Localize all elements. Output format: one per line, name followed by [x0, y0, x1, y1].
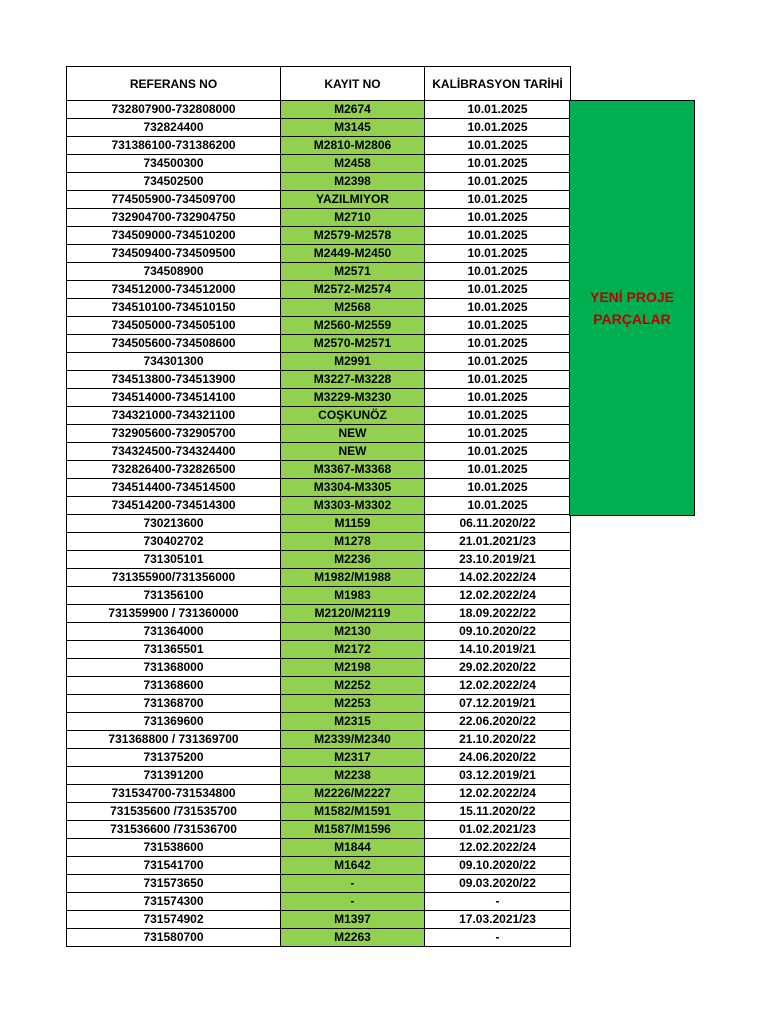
cell-kalibrasyon-tarihi: 10.01.2025: [425, 281, 571, 299]
cell-kayit-no: NEW: [281, 425, 425, 443]
cell-kayit-no: M2810-M2806: [281, 137, 425, 155]
table-row: [67, 155, 571, 173]
header-row: [67, 67, 571, 101]
cell-kayit-no: M1983: [281, 587, 425, 605]
cell-kalibrasyon-tarihi: 10.01.2025: [425, 335, 571, 353]
cell-kalibrasyon-tarihi: 21.10.2020/22: [425, 731, 571, 749]
header-kalibrasyon-tarihi: KALİBRASYON TARİHİ: [425, 67, 571, 101]
cell-referans-no: 734514000-734514100: [67, 389, 281, 407]
cell-kayit-no: M1844: [281, 839, 425, 857]
cell-referans-no: 734514400-734514500: [67, 479, 281, 497]
table-row: [67, 677, 571, 695]
table-row: [67, 407, 571, 425]
table-row: [67, 605, 571, 623]
table-row: [67, 173, 571, 191]
table-row: [67, 929, 571, 947]
cell-kalibrasyon-tarihi: 10.01.2025: [425, 101, 571, 119]
cell-referans-no: 731391200: [67, 767, 281, 785]
cell-referans-no: 734505600-734508600: [67, 335, 281, 353]
table-row: [67, 623, 571, 641]
cell-referans-no: 734301300: [67, 353, 281, 371]
cell-kalibrasyon-tarihi: 10.01.2025: [425, 317, 571, 335]
cell-kayit-no: M1587/M1596: [281, 821, 425, 839]
cell-kayit-no: M2253: [281, 695, 425, 713]
table-body: [67, 101, 571, 947]
cell-kalibrasyon-tarihi: 12.02.2022/24: [425, 677, 571, 695]
cell-kayit-no: M2579-M2578: [281, 227, 425, 245]
table-row: [67, 767, 571, 785]
cell-referans-no: 731538600: [67, 839, 281, 857]
table-row: [67, 119, 571, 137]
cell-referans-no: 731368000: [67, 659, 281, 677]
table-row: [67, 533, 571, 551]
cell-kayit-no: M2315: [281, 713, 425, 731]
cell-referans-no: 734509400-734509500: [67, 245, 281, 263]
cell-kalibrasyon-tarihi: 12.02.2022/24: [425, 839, 571, 857]
cell-referans-no: 731574902: [67, 911, 281, 929]
table-row: [67, 749, 571, 767]
cell-kalibrasyon-tarihi: 10.01.2025: [425, 263, 571, 281]
cell-kalibrasyon-tarihi: 10.01.2025: [425, 173, 571, 191]
table-row: [67, 281, 571, 299]
cell-kalibrasyon-tarihi: 14.10.2019/21: [425, 641, 571, 659]
table-row: [67, 263, 571, 281]
cell-referans-no: 731535600 /731535700: [67, 803, 281, 821]
table-row: [67, 659, 571, 677]
cell-referans-no: 731305101: [67, 551, 281, 569]
table-row: [67, 335, 571, 353]
cell-referans-no: 731368700: [67, 695, 281, 713]
table-row: [67, 209, 571, 227]
cell-referans-no: 732824400: [67, 119, 281, 137]
cell-kalibrasyon-tarihi: 24.06.2020/22: [425, 749, 571, 767]
table-row: [67, 731, 571, 749]
cell-referans-no: 730213600: [67, 515, 281, 533]
table-row: [67, 389, 571, 407]
cell-referans-no: 731573650: [67, 875, 281, 893]
cell-kalibrasyon-tarihi: 10.01.2025: [425, 137, 571, 155]
table-row: [67, 497, 571, 515]
side-panel-line-1: YENİ PROJE: [589, 289, 675, 305]
cell-kayit-no: M2568: [281, 299, 425, 317]
cell-kayit-no: COŞKUNÖZ: [281, 407, 425, 425]
cell-referans-no: 731541700: [67, 857, 281, 875]
cell-kalibrasyon-tarihi: 15.11.2020/22: [425, 803, 571, 821]
cell-kalibrasyon-tarihi: -: [425, 929, 571, 947]
cell-referans-no: 731359900 / 731360000: [67, 605, 281, 623]
cell-referans-no: 731368800 / 731369700: [67, 731, 281, 749]
cell-referans-no: 731375200: [67, 749, 281, 767]
cell-referans-no: 734512000-734512000: [67, 281, 281, 299]
cell-kalibrasyon-tarihi: 21.01.2021/23: [425, 533, 571, 551]
cell-kayit-no: M1397: [281, 911, 425, 929]
cell-kalibrasyon-tarihi: 10.01.2025: [425, 245, 571, 263]
cell-referans-no: 734324500-734324400: [67, 443, 281, 461]
cell-referans-no: 731536600 /731536700: [67, 821, 281, 839]
table-row: [67, 713, 571, 731]
calibration-sheet: [66, 66, 570, 947]
cell-kayit-no: M2398: [281, 173, 425, 191]
table-row: [67, 299, 571, 317]
cell-kayit-no: M3304-M3305: [281, 479, 425, 497]
table-row: [67, 893, 571, 911]
cell-kayit-no: M3367-M3368: [281, 461, 425, 479]
cell-referans-no: 734510100-734510150: [67, 299, 281, 317]
table-row: [67, 785, 571, 803]
table-row: [67, 803, 571, 821]
cell-referans-no: 734508900: [67, 263, 281, 281]
cell-kalibrasyon-tarihi: 10.01.2025: [425, 353, 571, 371]
cell-kayit-no: M1278: [281, 533, 425, 551]
cell-referans-no: 732826400-732826500: [67, 461, 281, 479]
cell-kalibrasyon-tarihi: 22.06.2020/22: [425, 713, 571, 731]
table-row: [67, 371, 571, 389]
cell-referans-no: 732807900-732808000: [67, 101, 281, 119]
cell-kayit-no: M3229-M3230: [281, 389, 425, 407]
cell-kayit-no: M2570-M2571: [281, 335, 425, 353]
cell-kayit-no: M3145: [281, 119, 425, 137]
cell-kayit-no: M2236: [281, 551, 425, 569]
cell-kalibrasyon-tarihi: 06.11.2020/22: [425, 515, 571, 533]
cell-kalibrasyon-tarihi: 09.03.2020/22: [425, 875, 571, 893]
cell-referans-no: 734509000-734510200: [67, 227, 281, 245]
cell-kayit-no: M2991: [281, 353, 425, 371]
table-row: [67, 695, 571, 713]
cell-kayit-no: M2120/M2119: [281, 605, 425, 623]
cell-kalibrasyon-tarihi: 10.01.2025: [425, 389, 571, 407]
table-row: [67, 461, 571, 479]
header-kayit-no: KAYIT NO: [281, 67, 425, 101]
cell-kayit-no: M2263: [281, 929, 425, 947]
table-row: [67, 641, 571, 659]
cell-kayit-no: M2449-M2450: [281, 245, 425, 263]
table-row: [67, 875, 571, 893]
cell-referans-no: 732905600-732905700: [67, 425, 281, 443]
cell-kalibrasyon-tarihi: 01.02.2021/23: [425, 821, 571, 839]
cell-kalibrasyon-tarihi: 10.01.2025: [425, 191, 571, 209]
table-row: [67, 857, 571, 875]
table-row: [67, 569, 571, 587]
cell-kalibrasyon-tarihi: 09.10.2020/22: [425, 857, 571, 875]
cell-referans-no: 731369600: [67, 713, 281, 731]
cell-referans-no: 734500300: [67, 155, 281, 173]
cell-referans-no: 731580700: [67, 929, 281, 947]
cell-kayit-no: M2710: [281, 209, 425, 227]
cell-referans-no: 734513800-734513900: [67, 371, 281, 389]
table-row: [67, 137, 571, 155]
table-row: [67, 425, 571, 443]
table-row: [67, 515, 571, 533]
table-row: [67, 551, 571, 569]
cell-kayit-no: M2339/M2340: [281, 731, 425, 749]
cell-kalibrasyon-tarihi: 10.01.2025: [425, 155, 571, 173]
cell-kalibrasyon-tarihi: 07.12.2019/21: [425, 695, 571, 713]
cell-referans-no: 734502500: [67, 173, 281, 191]
cell-kalibrasyon-tarihi: 10.01.2025: [425, 227, 571, 245]
cell-kayit-no: M1159: [281, 515, 425, 533]
cell-kalibrasyon-tarihi: 12.02.2022/24: [425, 785, 571, 803]
cell-kalibrasyon-tarihi: 10.01.2025: [425, 119, 571, 137]
cell-kayit-no: M2317: [281, 749, 425, 767]
cell-kayit-no: NEW: [281, 443, 425, 461]
cell-kayit-no: M2572-M2574: [281, 281, 425, 299]
cell-kayit-no: M2571: [281, 263, 425, 281]
cell-referans-no: 731574300: [67, 893, 281, 911]
cell-kalibrasyon-tarihi: 10.01.2025: [425, 461, 571, 479]
cell-kayit-no: M2560-M2559: [281, 317, 425, 335]
yeni-proje-parcalar-panel: [569, 100, 695, 516]
cell-referans-no: 731355900/731356000: [67, 569, 281, 587]
cell-kayit-no: M1642: [281, 857, 425, 875]
cell-referans-no: 731534700-731534800: [67, 785, 281, 803]
table-row: [67, 101, 571, 119]
cell-kalibrasyon-tarihi: 17.03.2021/23: [425, 911, 571, 929]
cell-referans-no: 731368600: [67, 677, 281, 695]
cell-kalibrasyon-tarihi: 10.01.2025: [425, 497, 571, 515]
calibration-table: [66, 66, 571, 947]
cell-referans-no: 732904700-732904750: [67, 209, 281, 227]
cell-kalibrasyon-tarihi: 09.10.2020/22: [425, 623, 571, 641]
cell-referans-no: 734514200-734514300: [67, 497, 281, 515]
cell-kayit-no: M3303-M3302: [281, 497, 425, 515]
cell-referans-no: 774505900-734509700: [67, 191, 281, 209]
cell-referans-no: 731386100-731386200: [67, 137, 281, 155]
table-row: [67, 191, 571, 209]
table-row: [67, 245, 571, 263]
cell-kalibrasyon-tarihi: 10.01.2025: [425, 479, 571, 497]
cell-referans-no: 731364000: [67, 623, 281, 641]
cell-kayit-no: M2458: [281, 155, 425, 173]
cell-kayit-no: M1982/M1988: [281, 569, 425, 587]
cell-referans-no: 734505000-734505100: [67, 317, 281, 335]
cell-kalibrasyon-tarihi: 29.02.2020/22: [425, 659, 571, 677]
table-row: [67, 587, 571, 605]
table-row: [67, 821, 571, 839]
table-row: [67, 443, 571, 461]
cell-kalibrasyon-tarihi: 10.01.2025: [425, 371, 571, 389]
table-row: [67, 479, 571, 497]
header-referans-no: REFERANS NO: [67, 67, 281, 101]
cell-kalibrasyon-tarihi: 10.01.2025: [425, 443, 571, 461]
cell-referans-no: 730402702: [67, 533, 281, 551]
cell-kayit-no: M2198: [281, 659, 425, 677]
cell-kalibrasyon-tarihi: 23.10.2019/21: [425, 551, 571, 569]
cell-kayit-no: -: [281, 875, 425, 893]
table-row: [67, 911, 571, 929]
cell-referans-no: 734321000-734321100: [67, 407, 281, 425]
cell-referans-no: 731365501: [67, 641, 281, 659]
table-row: [67, 317, 571, 335]
table-row: [67, 839, 571, 857]
cell-kalibrasyon-tarihi: 10.01.2025: [425, 407, 571, 425]
table-row: [67, 227, 571, 245]
cell-kayit-no: M2674: [281, 101, 425, 119]
cell-kayit-no: -: [281, 893, 425, 911]
cell-kayit-no: M2172: [281, 641, 425, 659]
cell-kalibrasyon-tarihi: 10.01.2025: [425, 425, 571, 443]
cell-kalibrasyon-tarihi: 12.02.2022/24: [425, 587, 571, 605]
cell-kayit-no: M2238: [281, 767, 425, 785]
cell-kayit-no: YAZILMIYOR: [281, 191, 425, 209]
cell-kayit-no: M1582/M1591: [281, 803, 425, 821]
cell-kayit-no: M3227-M3228: [281, 371, 425, 389]
cell-kalibrasyon-tarihi: 10.01.2025: [425, 299, 571, 317]
cell-kayit-no: M2130: [281, 623, 425, 641]
cell-kayit-no: M2252: [281, 677, 425, 695]
cell-kalibrasyon-tarihi: 10.01.2025: [425, 209, 571, 227]
table-row: [67, 353, 571, 371]
cell-referans-no: 731356100: [67, 587, 281, 605]
cell-kalibrasyon-tarihi: 14.02.2022/24: [425, 569, 571, 587]
cell-kalibrasyon-tarihi: 18.09.2022/22: [425, 605, 571, 623]
cell-kayit-no: M2226/M2227: [281, 785, 425, 803]
cell-kalibrasyon-tarihi: -: [425, 893, 571, 911]
cell-kalibrasyon-tarihi: 03.12.2019/21: [425, 767, 571, 785]
side-panel-line-2: PARÇALAR: [593, 311, 671, 327]
